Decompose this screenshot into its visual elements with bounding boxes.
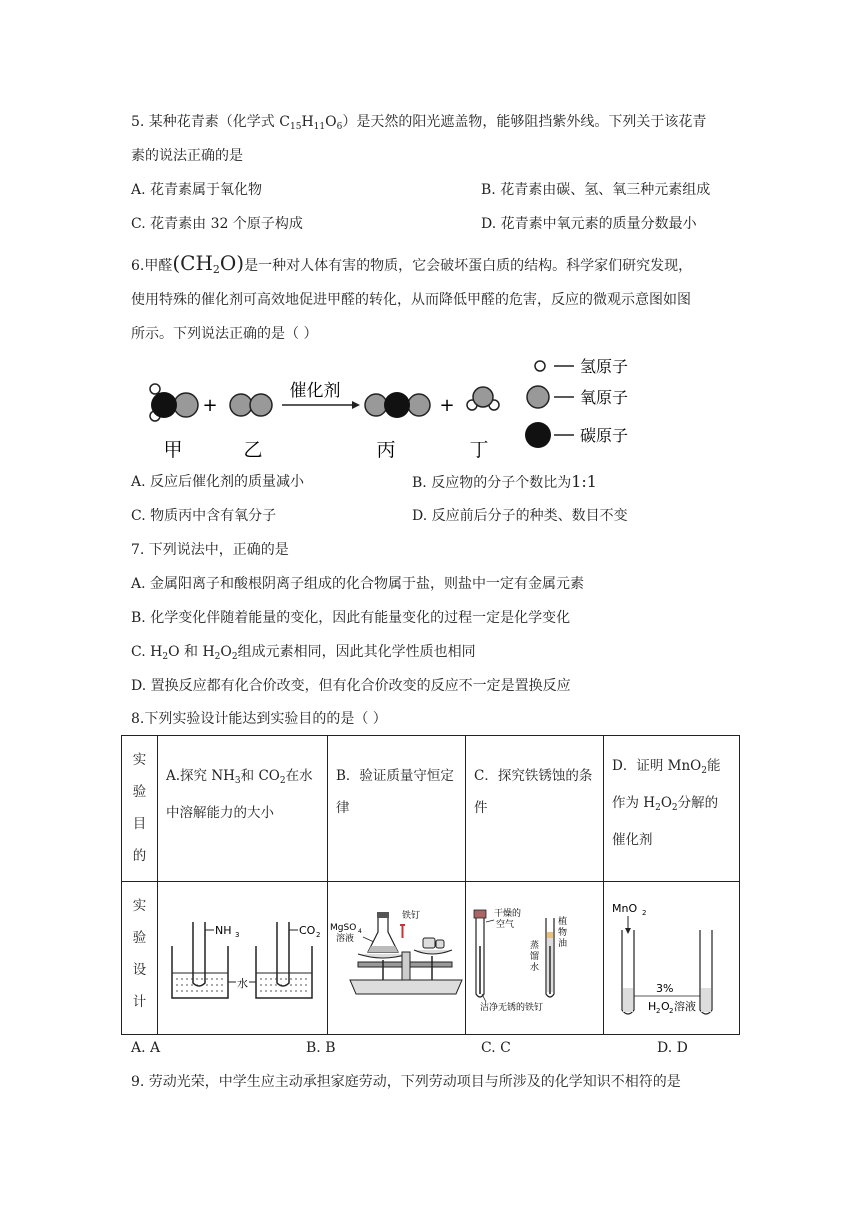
- label-bing: 丙: [376, 439, 396, 461]
- label-ding: 丁: [469, 439, 489, 461]
- row-head-design: 实 验 设 计: [122, 882, 158, 1035]
- q7-option-d: D. 置换反应都有化合价改变，但有化合价改变的反应不一定是置换反应: [131, 678, 571, 694]
- molecule-co2: [365, 392, 430, 418]
- experiment-table: [121, 735, 740, 1035]
- q6-stem-line1: 6.甲醛$(CH_2O)$是一种对人体有害的物质，它会破坏蛋白质的结构。科学家们研究发现，: [131, 251, 693, 276]
- table-row-design: [122, 882, 740, 1035]
- reaction-arrowhead: [352, 401, 360, 409]
- svg-text:2: 2: [669, 1007, 674, 1015]
- q6-option-b: B. 反应物的分子个数比为1:1: [412, 472, 597, 491]
- q5-option-b: B. 花青素由碳、氢、氧三种元素组成: [481, 182, 711, 198]
- q8-option-b: B. B: [306, 1040, 336, 1056]
- svg-text:MgSO: MgSO: [330, 923, 357, 933]
- q6-option-a: A. 反应后催化剂的质量减小: [131, 474, 305, 490]
- molecule-formaldehyde: [150, 384, 198, 421]
- design-a: [158, 882, 328, 1035]
- figure-d-catalyst: [604, 882, 738, 1022]
- purpose-a: A.探究 $NH_3$和 $CO_2$在水中溶解能力的大小: [158, 736, 328, 882]
- q7-option-a: A. 金属阳离子和酸根阴离子组成的化合物属于盐，则盐中一定有金属元素: [131, 576, 585, 592]
- svg-text:油: 油: [558, 939, 568, 949]
- svg-text:CO: CO: [299, 924, 316, 937]
- legend-hydrogen-label: 氢原子: [580, 357, 629, 376]
- svg-text:溶液: 溶液: [674, 1000, 696, 1013]
- catalyst-label: 催化剂: [289, 381, 341, 401]
- plus-2: +: [439, 395, 455, 416]
- q5-option-c: C. 花青素由 32 个原子构成: [131, 216, 303, 232]
- svg-text:H: H: [648, 1000, 657, 1013]
- q7-option-b: B. 化学变化伴随着能量的变化，因此有能量变化的过程一定是化学变化: [131, 610, 571, 626]
- legend-carbon-icon: [525, 422, 551, 448]
- q8-option-a: A. A: [131, 1040, 161, 1056]
- reaction-diagram: [140, 356, 660, 466]
- q5-stem-line1: 5. 某种花青素（化学式 $C_{15}H_{11}O_6$）是天然的阳光遮盖物，能够阻挡紫外线。下列关于该花青: [131, 114, 707, 132]
- q7-stem: 7. 下列说法中，正确的是: [131, 542, 289, 558]
- svg-text:水: 水: [530, 963, 540, 973]
- svg-text:物: 物: [558, 928, 568, 938]
- legend-oxygen-label: 氧原子: [580, 388, 629, 407]
- legend-oxygen-icon: [527, 386, 549, 408]
- figure-b-balance: [328, 882, 464, 1022]
- purpose-b: B．验证质量守恒定律: [328, 736, 466, 882]
- q8-option-c: C. C: [481, 1040, 511, 1056]
- plus-1: +: [202, 395, 218, 416]
- q6-option-c: C. 物质丙中含有氧分子: [131, 508, 277, 524]
- q6-option-d: D. 反应前后分子的种类、数目不变: [412, 508, 628, 524]
- q5-option-a: A. 花青素属于氧化物: [131, 182, 263, 198]
- svg-text:溶液: 溶液: [336, 934, 355, 944]
- svg-text:干燥的: 干燥的: [494, 909, 522, 919]
- svg-text:馏: 馏: [530, 952, 540, 962]
- table-row-purpose: [122, 736, 740, 882]
- figure-c-rust: [466, 882, 602, 1022]
- svg-text:3%: 3%: [656, 982, 674, 995]
- q5-stem-line2: 素的说法正确的是: [131, 148, 243, 164]
- q8-option-d: D. D: [657, 1040, 688, 1056]
- svg-text:2: 2: [656, 1007, 661, 1015]
- svg-text:NH: NH: [215, 924, 232, 937]
- legend-hydrogen-icon: [535, 361, 545, 371]
- svg-text:洁净无锈的铁钉: 洁净无锈的铁钉: [480, 1003, 544, 1013]
- svg-text:O: O: [661, 1000, 670, 1013]
- legend: [525, 357, 628, 448]
- svg-text:铁钉: 铁钉: [402, 911, 421, 921]
- q8-stem: 8.下列实验设计能达到实验目的的是（ ）: [131, 711, 387, 727]
- q5-option-d: D. 花青素中氧元素的质量分数最小: [481, 216, 697, 232]
- row-head-purpose: 实 验 目 的: [122, 736, 158, 882]
- svg-text:MnO: MnO: [612, 902, 638, 915]
- design-b: [328, 882, 466, 1035]
- design-d: [604, 882, 740, 1035]
- svg-text:植: 植: [558, 917, 568, 927]
- figure-a-beakers: [158, 882, 326, 1022]
- purpose-c: C．探究铁锈蚀的条件: [466, 736, 604, 882]
- q7-option-c: C. $H_2O$ 和 $H_2O_2$组成元素相同，因此其化学性质也相同: [131, 644, 476, 662]
- molecule-water: [467, 387, 499, 410]
- svg-text:2: 2: [316, 931, 321, 939]
- svg-text:蒸: 蒸: [530, 941, 540, 951]
- label-jia: 甲: [163, 439, 183, 461]
- svg-text:空气: 空气: [496, 920, 515, 930]
- purpose-d: D．证明 MnO$_2$能作为 $H_2O_2$分解的催化剂: [604, 736, 740, 882]
- svg-text:4: 4: [358, 928, 362, 935]
- legend-carbon-label: 碳原子: [580, 426, 629, 445]
- svg-text:水: 水: [237, 977, 248, 990]
- q6-stem-line3: 所示。下列说法正确的是（ ）: [131, 326, 318, 342]
- q6-stem-line2: 使用特殊的催化剂可高效地促进甲醛的转化，从而降低甲醛的危害，反应的微观示意图如图: [131, 292, 691, 308]
- svg-text:2: 2: [642, 909, 647, 917]
- molecule-oxygen: [230, 394, 272, 416]
- q9-stem: 9. 劳动光荣，中学生应主动承担家庭劳动，下列劳动项目与所涉及的化学知识不相符的是: [131, 1074, 681, 1090]
- label-yi: 乙: [243, 439, 263, 461]
- design-c: [466, 882, 604, 1035]
- svg-text:3: 3: [235, 931, 240, 939]
